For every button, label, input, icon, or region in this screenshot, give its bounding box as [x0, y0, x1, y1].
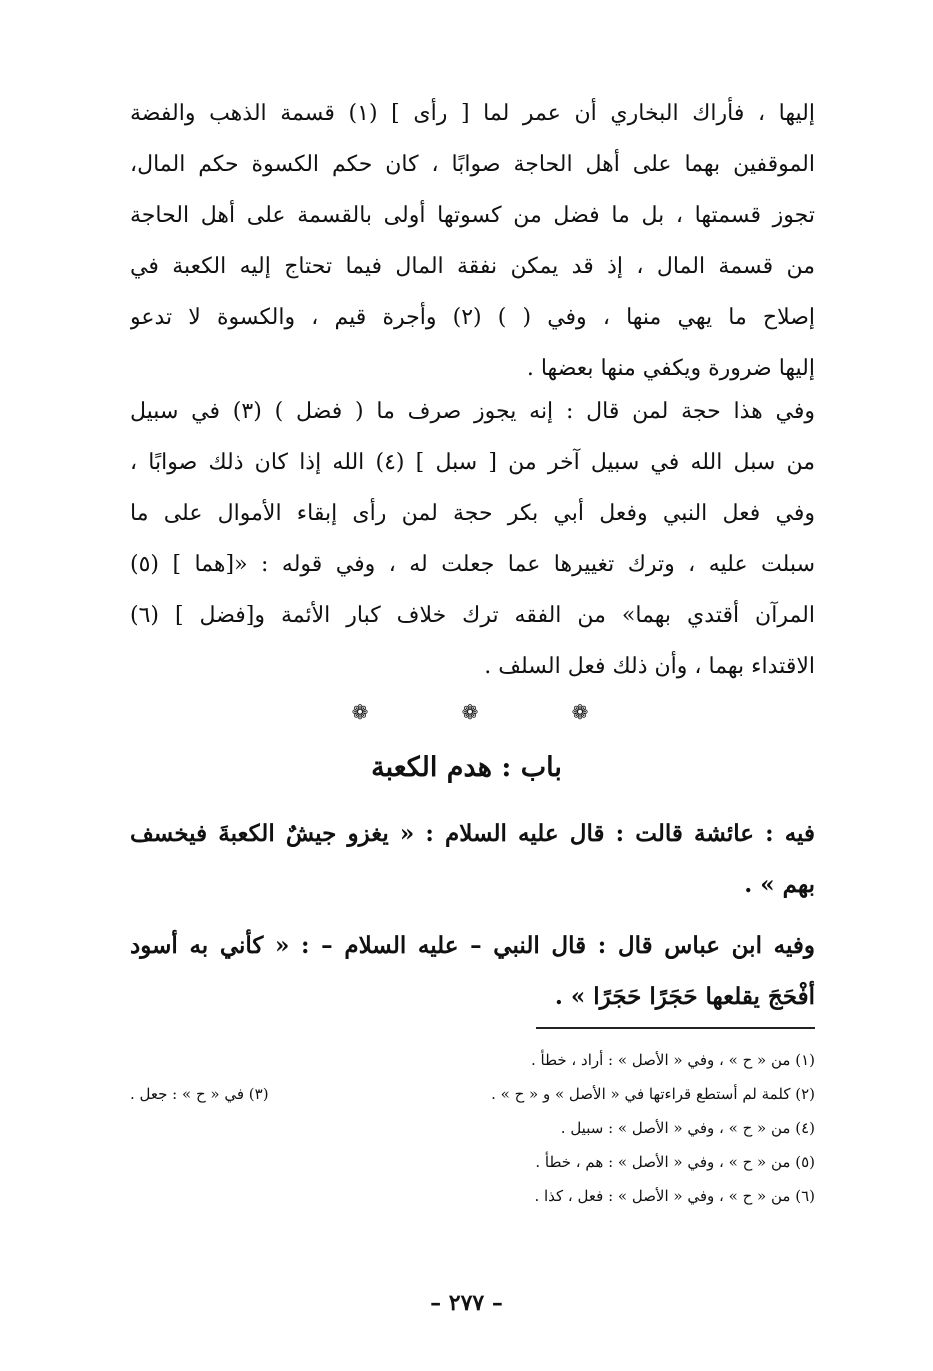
page-number: – ٢٧٧ – — [430, 1290, 503, 1316]
text-line: وفي هذا حجة لمن قال : إنه يجوز صرف ما ( فضل ) (٣) في سبيل — [130, 399, 815, 424]
asterisk-ornament-icon: ❁ — [461, 700, 479, 724]
text-line: الموقفين بهما على أهل الحاجة صوابًا ، كان حكم الكسوة حكم المال، — [130, 152, 815, 177]
text-line: المرآن أقتدي بهما» من الفقه ترك خلاف كبار الأئمة و[فضل ] (٦) — [130, 603, 815, 628]
asterisk-ornament-icon: ❁ — [571, 700, 589, 724]
footnote-3: (٣) في « ح » : جعل . — [130, 1085, 269, 1103]
footnote-4: (٤) من « ح » ، وفي « الأصل » : سبيل . — [560, 1119, 815, 1137]
footnote-divider — [536, 1027, 815, 1029]
text-line: سبلت عليه ، وترك تغييرها عما جعلت له ، وفي قوله : «[هما ] (٥) — [130, 552, 815, 577]
text-line: إصلاح ما يهي منها ، وفي ( ) (٢) وأجرة قيم ، والكسوة لا تدعو — [130, 305, 815, 330]
footnotes — [130, 1043, 815, 1213]
hadith-aisha — [130, 808, 815, 910]
text-line: تجوز قسمتها ، بل ما فضل من كسوتها أولى بالقسمة على أهل الحاجة — [130, 203, 815, 228]
hadith-line: وفيه ابن عباس قال : قال النبي – عليه السلام – : « كأني به أسود — [130, 932, 815, 959]
hadith-line: بهم » . — [744, 871, 815, 898]
asterisk-ornament-icon: ❁ — [351, 700, 369, 724]
footnote-6: (٦) من « ح » ، وفي « الأصل » : فعل ، كذا . — [534, 1187, 815, 1205]
section-separator — [340, 700, 600, 730]
hadith-ibn-abbas — [130, 920, 815, 1022]
footnote-2: (٢) كلمة لم أستطع قراءتها في « الأصل » و « ح » . — [491, 1085, 815, 1103]
footnote-5: (٥) من « ح » ، وفي « الأصل » : هم ، خطأ . — [535, 1153, 815, 1171]
text-line: إليها ، فأراك البخاري أن عمر لما [ رأى ] (١) قسمة الذهب والفضة — [130, 101, 815, 126]
paragraph-argument — [130, 386, 815, 692]
hadith-line: أفْحَجَ يقلعها حَجَرًا حَجَرًا » . — [554, 983, 815, 1010]
text-line: وفي فعل النبي وفعل أبي بكر حجة لمن رأى إبقاء الأموال على ما — [130, 501, 815, 526]
text-line: إليها ضرورة ويكفي منها بعضها . — [526, 356, 815, 381]
text-line: من قسمة المال ، إذ قد يمكن نفقة المال فيما تحتاج إليه الكعبة في — [130, 254, 815, 279]
footnote-row — [130, 1077, 815, 1111]
text-line: من سبل الله في سبيل آخر من [ سبل ] (٤) الله إذا كان ذلك صوابًا ، — [130, 450, 815, 475]
footnote-1: (١) من « ح » ، وفي « الأصل » : أراد ، خطأ . — [530, 1051, 815, 1069]
chapter-title: باب : هدم الكعبة — [371, 752, 562, 783]
text-line: الاقتداء بهما ، وأن ذلك فعل السلف . — [484, 654, 815, 679]
hadith-line: فيه : عائشة قالت : قال عليه السلام : « يغزو جيشٌ الكعبةَ فيخسف — [130, 820, 815, 847]
paragraph-kiswa — [130, 88, 815, 394]
